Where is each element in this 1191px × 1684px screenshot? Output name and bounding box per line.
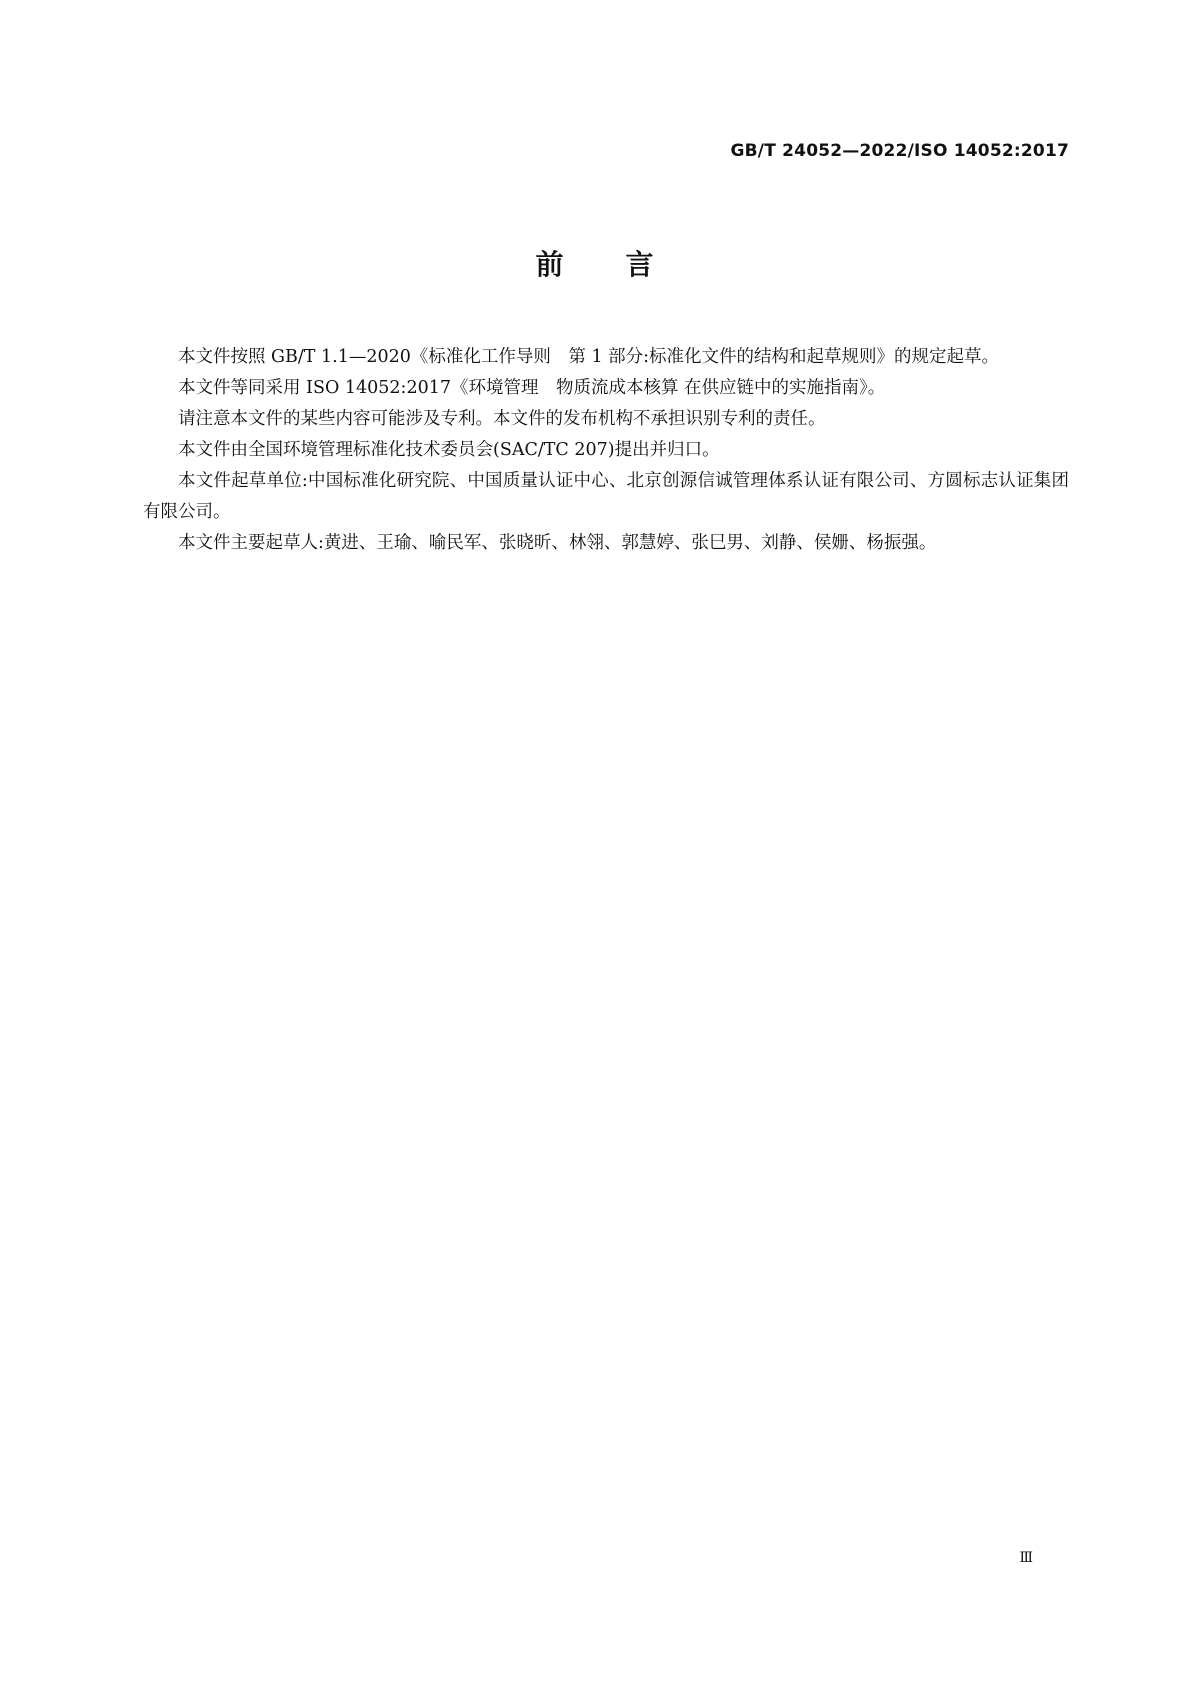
page-number: Ⅲ	[1019, 1550, 1033, 1566]
page-title: 前 言	[535, 248, 656, 281]
standard-code-header: GB/T 24052—2022/ISO 14052:2017	[730, 141, 1069, 161]
paragraph-drafting-units: 本文件起草单位:中国标准化研究院、中国质量认证中心、北京创源信诚管理体系认证有限公司、方圆标志认证集团有限公司。	[143, 471, 1069, 522]
paragraph-patent-notice: 请注意本文件的某些内容可能涉及专利。本文件的发布机构不承担识别专利的责任。	[178, 409, 826, 429]
paragraph-drafters: 本文件主要起草人:黄进、王瑜、喻民军、张晓昕、林翎、郭慧婷、张巳男、刘静、侯姗、杨振强。	[178, 533, 937, 553]
paragraph-proposer: 本文件由全国环境管理标准化技术委员会(SAC/TC 207)提出并归口。	[178, 440, 720, 460]
foreword-body	[143, 342, 1069, 559]
paragraph-drafting-rules: 本文件按照 GB/T 1.1—2020《标准化工作导则 第 1 部分:标准化文件的结构和起草规则》的规定起草。	[178, 347, 1000, 367]
paragraph-adoption: 本文件等同采用 ISO 14052:2017《环境管理 物质流成本核算 在供应链中的实施指南》。	[178, 378, 886, 398]
